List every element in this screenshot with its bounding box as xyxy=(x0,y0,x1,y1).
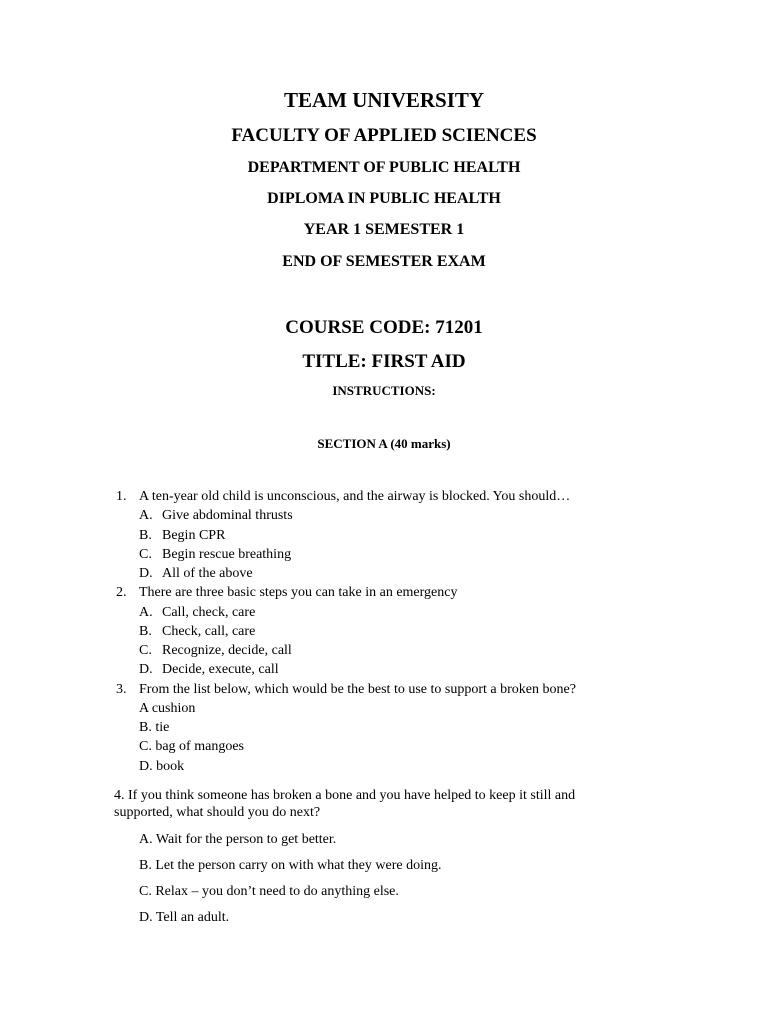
question-1-number: 1. xyxy=(116,489,127,504)
question-4-text-line-1: 4. If you think someone has broken a bone and you have helped to keep it still and xyxy=(114,788,576,803)
question-2-option-b-letter: B. xyxy=(139,624,152,639)
course-title: TITLE: FIRST AID xyxy=(302,351,466,372)
question-2-option-b: Check, call, care xyxy=(162,624,256,639)
question-4-text-line-2: supported, what should you do next? xyxy=(114,805,321,820)
question-3-text: From the list below, which would be the best to use to support a broken bone? xyxy=(139,682,576,697)
year-semester: YEAR 1 SEMESTER 1 xyxy=(303,221,465,238)
question-4-option-d: D. Tell an adult. xyxy=(139,910,230,925)
question-4-option-c: C. Relax – you don’t need to do anything else. xyxy=(139,884,399,899)
question-1-option-d: All of the above xyxy=(162,566,253,581)
faculty-name: FACULTY OF APPLIED SCIENCES xyxy=(231,125,537,146)
instructions-heading: INSTRUCTIONS: xyxy=(332,383,436,398)
question-2-option-a: Call, check, care xyxy=(162,605,256,620)
question-1-option-a: Give abdominal thrusts xyxy=(162,508,293,523)
question-1-option-c-letter: C. xyxy=(139,547,152,562)
program-name: DIPLOMA IN PUBLIC HEALTH xyxy=(267,190,501,207)
question-3-option-b: B. tie xyxy=(139,720,170,735)
question-3-option-d: D. book xyxy=(139,759,185,774)
question-2-text: There are three basic steps you can take in an emergency xyxy=(139,585,458,600)
question-1-text: A ten-year old child is unconscious, and the airway is blocked. You should… xyxy=(139,489,571,504)
department-name: DEPARTMENT OF PUBLIC HEALTH xyxy=(247,159,521,176)
question-2-option-c-letter: C. xyxy=(139,643,152,658)
question-3-option-a: A cushion xyxy=(139,701,196,716)
section-heading: SECTION A (40 marks) xyxy=(317,436,451,451)
question-2-option-d: Decide, execute, call xyxy=(162,662,279,677)
question-2-option-d-letter: D. xyxy=(139,662,153,677)
question-3-number: 3. xyxy=(116,682,127,697)
question-2-option-c: Recognize, decide, call xyxy=(162,643,292,658)
question-1-option-b-letter: B. xyxy=(139,528,152,543)
question-1-option-c: Begin rescue breathing xyxy=(162,547,292,562)
question-4-option-a: A. Wait for the person to get better. xyxy=(139,832,337,847)
question-1-option-a-letter: A. xyxy=(139,508,153,523)
university-name: TEAM UNIVERSITY xyxy=(283,88,485,112)
exam-type: END OF SEMESTER EXAM xyxy=(282,253,486,270)
question-1-option-d-letter: D. xyxy=(139,566,153,581)
course-code: COURSE CODE: 71201 xyxy=(285,317,483,338)
question-2-option-a-letter: A. xyxy=(139,605,153,620)
question-1-option-b: Begin CPR xyxy=(162,528,226,543)
question-4-option-b: B. Let the person carry on with what they were doing. xyxy=(139,858,442,873)
question-2-number: 2. xyxy=(116,585,127,600)
question-3-option-c: C. bag of mangoes xyxy=(139,739,244,754)
